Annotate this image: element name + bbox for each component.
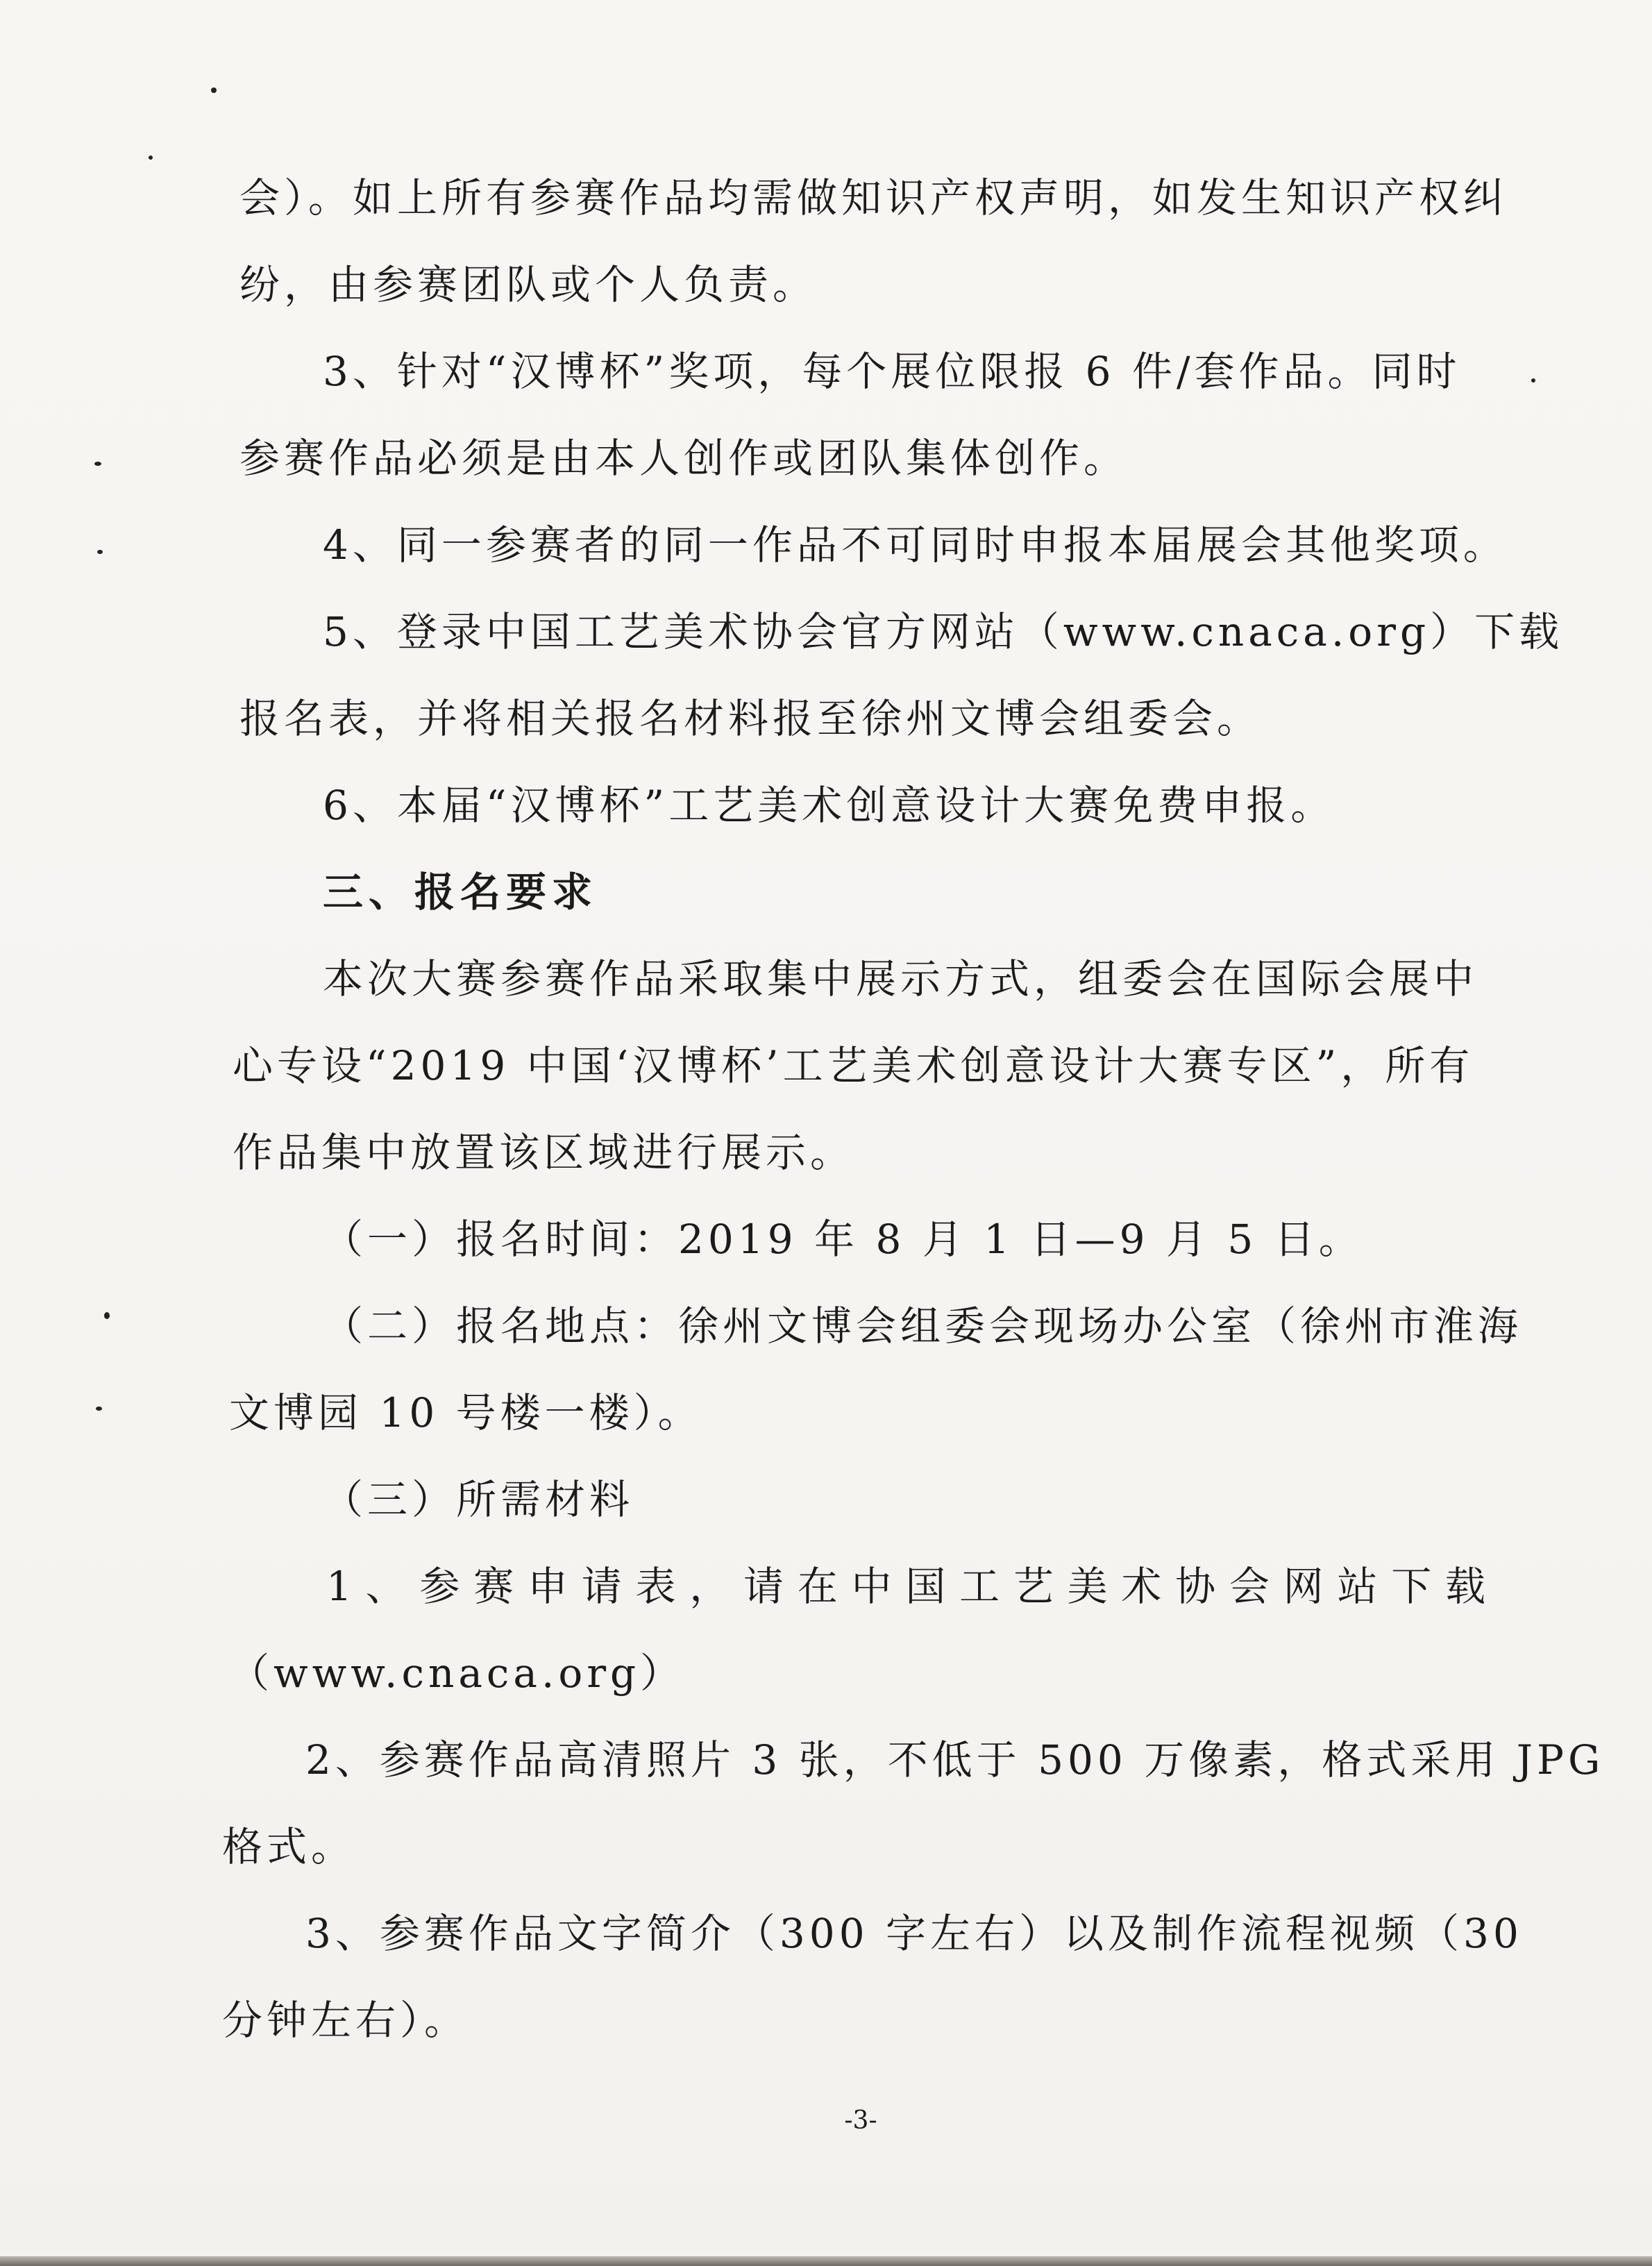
scan-speck <box>104 1312 110 1319</box>
scan-speck <box>94 462 101 466</box>
text-line: 2、参赛作品高清照片 3 张，不低于 500 万像素，格式采用 JPG <box>305 1736 1605 1784</box>
text-line: 心专设“2019 中国‘汉博杯’工艺美术创意设计大赛专区”，所有 <box>233 1042 1474 1089</box>
justified-token: 术 <box>1121 1563 1162 1610</box>
text-line: 本次大赛参赛作品采取集中展示方式，组委会在国际会展中 <box>323 955 1478 1002</box>
text-line: 文博园 10 号楼一楼）。 <box>229 1389 702 1436</box>
scan-speck <box>149 156 153 160</box>
text-line: 参赛作品必须是由本人创作或团队集体创作。 <box>239 435 1129 482</box>
justified-token: 请 <box>581 1563 622 1610</box>
section-heading: 三、报名要求 <box>323 868 598 916</box>
justified-token: 申 <box>527 1563 568 1610</box>
text-line: 4、同一参赛者的同一作品不可同时申报本届展会其他奖项。 <box>323 521 1508 569</box>
justified-token: ， <box>689 1563 730 1610</box>
justified-token: 艺 <box>1013 1563 1054 1610</box>
justified-token: 美 <box>1067 1563 1108 1610</box>
text-line: （www.cnaca.org） <box>229 1650 685 1697</box>
scan-speck <box>1531 378 1535 383</box>
justified-token: 参 <box>419 1563 460 1610</box>
justified-token: 载 <box>1444 1563 1485 1610</box>
text-line: 作品集中放置该区域进行展示。 <box>233 1129 855 1176</box>
scan-speck <box>97 550 103 554</box>
justified-token: 网 <box>1283 1563 1324 1610</box>
text-line: （三）所需材料 <box>323 1476 634 1523</box>
justified-token: 赛 <box>473 1563 514 1610</box>
text-line: 会）。如上所有参赛作品均需做知识产权声明，如发生知识产权纠 <box>239 174 1508 221</box>
justified-token: 、 <box>365 1563 406 1610</box>
text-line: 5、登录中国工艺美术协会官方网站（www.cnaca.org）下载 <box>323 608 1564 655</box>
justified-text-line <box>326 1559 1485 1614</box>
justified-token: 中 <box>851 1563 892 1610</box>
scan-speck <box>211 87 217 93</box>
page-number: -3- <box>844 2106 877 2135</box>
justified-token: 1 <box>326 1563 352 1610</box>
text-line: 格式。 <box>222 1823 356 1870</box>
justified-token: 工 <box>959 1563 1000 1610</box>
text-line: 6、本届“汉博杯”工艺美术创意设计大赛免费申报。 <box>323 782 1335 829</box>
text-line: 3、针对“汉博杯”奖项，每个展位限报 6 件/套作品。同时 <box>323 348 1461 395</box>
justified-token: 协 <box>1175 1563 1216 1610</box>
text-line: 纷，由参赛团队或个人负责。 <box>239 261 818 308</box>
justified-token: 请 <box>743 1563 784 1610</box>
text-line: 分钟左右）。 <box>222 1997 469 2044</box>
text-line: 报名表，并将相关报名材料报至徐州文博会组委会。 <box>239 695 1262 742</box>
justified-token: 站 <box>1337 1563 1378 1610</box>
justified-token: 在 <box>797 1563 838 1610</box>
text-line: 3、参赛作品文字简介（300 字左右）以及制作流程视频（30 <box>305 1910 1523 1957</box>
justified-token: 下 <box>1391 1563 1432 1610</box>
scan-bottom-edge <box>0 2256 1652 2266</box>
justified-token: 表 <box>635 1563 676 1610</box>
justified-token: 会 <box>1229 1563 1270 1610</box>
text-line: （一）报名时间：2019 年 8 月 1 日—9 月 5 日。 <box>323 1216 1363 1263</box>
justified-token: 国 <box>905 1563 946 1610</box>
text-line: （二）报名地点：徐州文博会组委会现场办公室（徐州市淮海 <box>323 1302 1523 1350</box>
scan-speck <box>96 1407 102 1411</box>
